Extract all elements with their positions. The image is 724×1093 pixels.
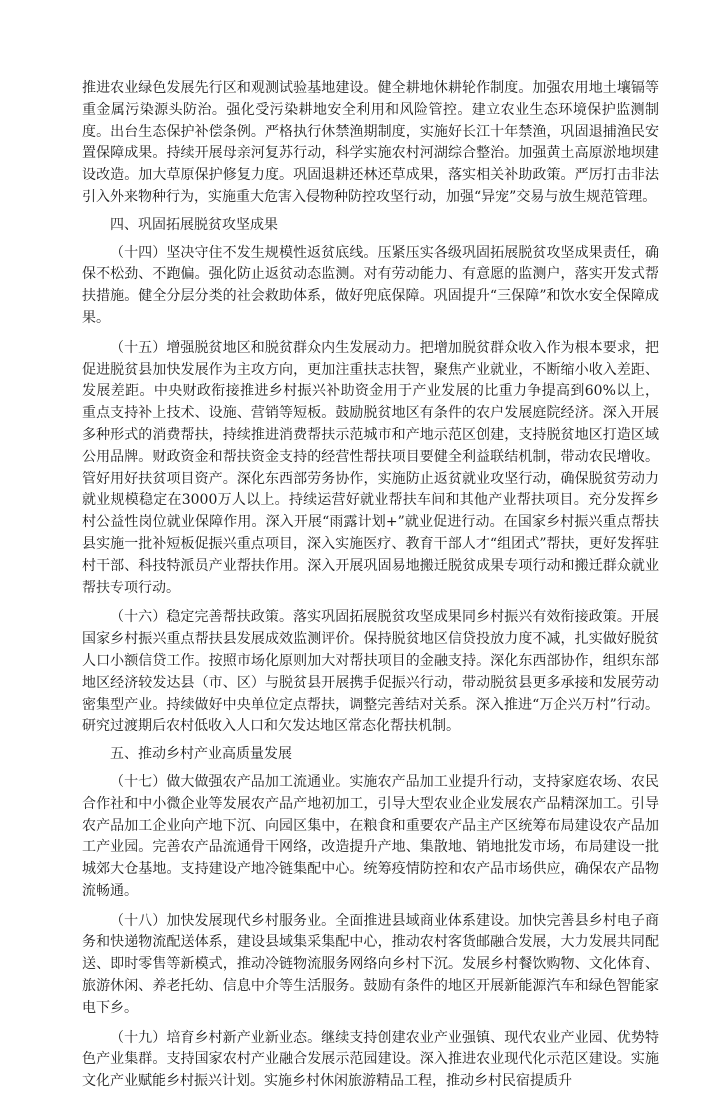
paragraph-16: （十六）稳定完善帮扶政策。落实巩固拓展脱贫攻坚成果同乡村振兴有效衔接政策。开展国家乡村振兴重点帮扶县发展成效监测评价。保持脱贫地区信贷投放力度不减，扎实做好脱贫人口小额信贷工作。按照市场化原则加大对帮扶项目的金融支持。深化东西部协作，组织东部地区经济较发达县（市、区）与脱贫县开展携手促振兴行动，带动脱贫县更多承接和发展劳动密集型产业。持续做好中央单位定点帮扶，调整完善结对关系。深入推进“万企兴万村”行动。研究过渡期后农村低收入人口和欠发达地区常态化帮扶机制。 <box>82 609 659 735</box>
paragraph-ecology: 推进农业绿色发展先行区和观测试验基地建设。健全耕地休耕轮作制度。加强农用地土壤镉等重金属污染源头防治。强化受污染耕地安全利用和风险管控。建立农业生态环境保护监测制度。出台生态保护补偿条例。严格执行休禁渔期制度，实施好长江十年禁渔，巩固退捕渔民安置保障成果。持续开展母亲河复苏行动，科学实施农村河湖综合整治。加强黄土高原淤地坝建设改造。加大草原保护修复力度。巩固退耕还林还草成果，落实相关补助政策。严厉打击非法引入外来物种行为，实施重大危害入侵物种防控攻坚行动，加强“异宠”交易与放生规范管理。 <box>82 80 659 205</box>
paragraph-14: （十四）坚决守住不发生规模性返贫底线。压紧压实各级巩固拓展脱贫攻坚成果责任，确保不松劲、不跑偏。强化防止返贫动态监测。对有劳动能力、有意愿的监测户，落实开发式帮扶措施。健全分层分类的社会救助体系，做好兜底保障。巩固提升“三保障”和饮水安全保障成果。 <box>82 244 659 326</box>
paragraph-15: （十五）增强脱贫地区和脱贫群众内生发展动力。把增加脱贫群众收入作为根本要求，把促进脱贫县加快发展作为主攻方向，更加注重扶志扶智，聚焦产业就业，不断缩小收入差距、发展差距。中央财政衔接推进乡村振兴补助资金用于产业发展的比重力争提高到60%以上，重点支持补上技术、设施、营销等短板。鼓励脱贫地区有条件的农户发展庭院经济。深入开展多种形式的消费帮扶，持续推进消费帮扶示范城市和产地示范区创建，支持脱贫地区打造区域公用品牌。财政资金和帮扶资金支持的经营性帮扶项目要健全利益联结机制，带动农民增收。管好用好扶贫项目资产。深化东西部劳务协作，实施防止返贫就业攻坚行动，确保脱贫劳动力就业规模稳定在3000万人以上。持续运营好就业帮扶车间和其他产业帮扶项目。充分发挥乡村公益性岗位就业保障作用。深入开展“雨露计划+”就业促进行动。在国家乡村振兴重点帮扶县实施一批补短板促振兴重点项目，深入实施医疗、教育干部人才“组团式”帮扶，更好发挥驻村干部、科技特派员产业帮扶作用。深入开展巩固易地搬迁脱贫成果专项行动和搬迁群众就业帮扶专项行动。 <box>82 339 659 596</box>
section-heading-4: 四、巩固拓展脱贫攻坚成果 <box>110 216 278 233</box>
paragraph-18: （十八）加快发展现代乡村服务业。全面推进县域商业体系建设。加快完善县乡村电子商务和快递物流配送体系，建设县域集采集配中心，推动农村客货邮融合发展，大力发展共同配送、即时零售等新模式，推动冷链物流服务网络向乡村下沉。发展乡村餐饮购物、文化体育、旅游休闲、养老托幼、信息中介等生活服务。鼓励有条件的地区开展新能源汽车和绿色智能家电下乡。 <box>82 912 659 1016</box>
paragraph-17: （十七）做大做强农产品加工流通业。实施农产品加工业提升行动，支持家庭农场、农民合作社和中小微企业等发展农产品产地初加工，引导大型农业企业发展农产品精深加工。引导农产品加工企业向产地下沉、向园区集中，在粮食和重要农产品主产区统筹布局建设农产品加工产业园。完善农产品流通骨干网络，改造提升产地、集散地、销地批发市场，布局建设一批城郊大仓基地。支持建设产地冷链集配中心。统筹疫情防控和农产品市场供应，确保农产品物流畅通。 <box>82 773 659 899</box>
paragraph-19: （十九）培育乡村新产业新业态。继续支持创建农业产业强镇、现代农业产业园、优势特色产业集群。支持国家农村产业融合发展示范园建设。深入推进农业现代化示范区建设。实施文化产业赋能乡村振兴计划。实施乡村休闲旅游精品工程，推动乡村民宿提质升 <box>82 1029 659 1090</box>
section-heading-5: 五、推动乡村产业高质量发展 <box>110 746 292 763</box>
